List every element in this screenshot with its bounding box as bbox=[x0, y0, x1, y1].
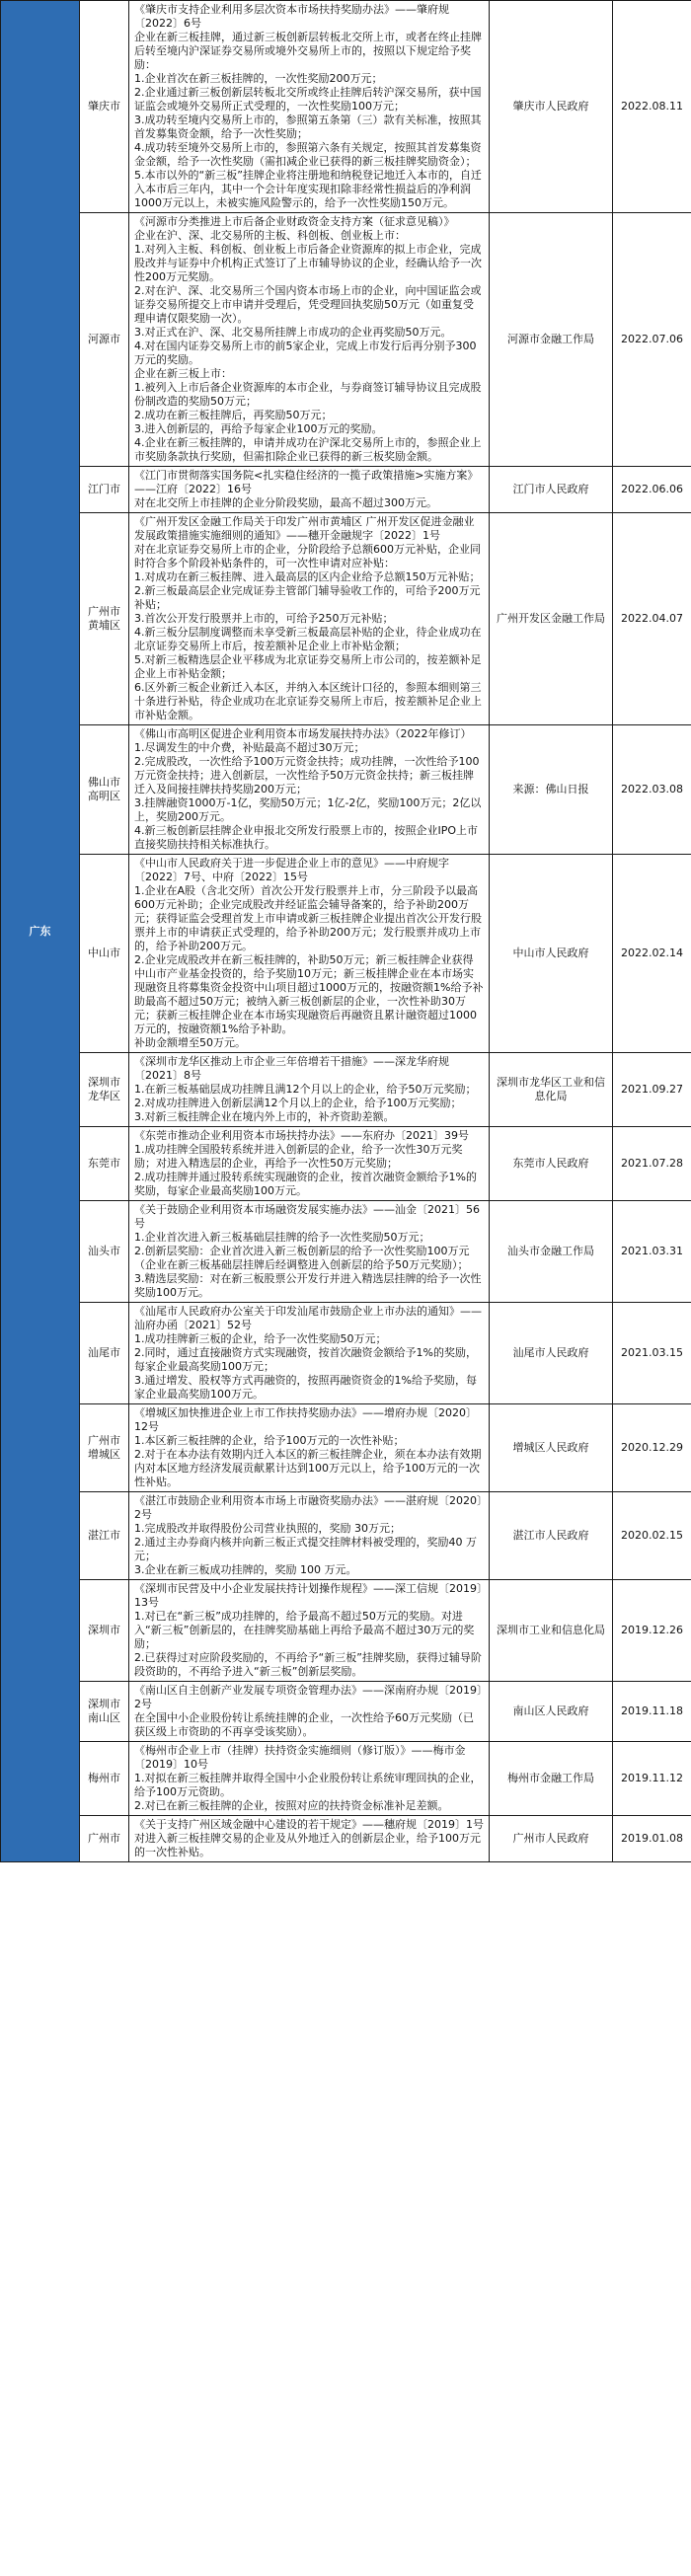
policy-content-cell bbox=[129, 513, 490, 725]
policy-clause: 3.对正式在沪、深、北交易所挂牌上市成功的企业再奖励50万元。 bbox=[134, 326, 452, 339]
policy-clause: 1.在新三板基础层成功挂牌且满12个月以上的企业，给予50万元奖励； bbox=[134, 1083, 477, 1096]
policy-clause: 2.企业通过新三板创新层转板北交所或终止挂牌后转沪深交易所，获中国证监会或境外交易所正式受理的，一次性奖励100万元； bbox=[134, 86, 482, 113]
issuing-agency-cell: 广州市人民政府 bbox=[490, 1816, 613, 1862]
province-cell: 广东 bbox=[1, 1, 80, 1862]
policy-title: 《梅州市企业上市（挂牌）扶持资金实施细则（修订版）》——梅市金〔2019〕10号 bbox=[134, 1744, 466, 1771]
policy-content-cell bbox=[129, 1492, 490, 1580]
policy-clause: 2.对于在本办法有效期内迁入本区的新三板挂牌企业，须在本办法有效期内对本区地方经济发展贡献累计达到100万元以上，给予100万元的一次性补贴。 bbox=[134, 1448, 482, 1488]
policy-clause: 4.成功转至境外交易所上市的，参照第六条有关规定，按照其首发募集资金金额，给予一次性奖励（需扣减企业已获得的新三板挂牌奖励资金）； bbox=[134, 141, 482, 168]
policy-clause: 3.成功转至境内交易所上市的，参照第五条第（三）款有关标准，按照其首发募集资金额，给予一次性奖励； bbox=[134, 114, 482, 140]
policy-clause: 企业在新三板上市： bbox=[134, 367, 232, 380]
table-row bbox=[1, 1201, 691, 1303]
policy-title: 《汕尾市人民政府办公室关于印发汕尾市鼓励企业上市办法的通知》——汕府办函〔2021〕52号 bbox=[134, 1305, 482, 1331]
table-row bbox=[1, 1404, 691, 1492]
policy-content-cell bbox=[129, 1127, 490, 1201]
publish-date-cell: 2022.02.14 bbox=[613, 855, 691, 1053]
policy-clause: 2.创新层奖励：企业首次进入新三板创新层的给予一次性奖励100万元（企业在新三板基础层挂牌后经调整进入创新层的给予50万元奖励）； bbox=[134, 1245, 470, 1271]
issuing-agency-cell: 河源市金融工作局 bbox=[490, 213, 613, 467]
city-cell: 深圳市 bbox=[80, 1580, 129, 1682]
policy-clause: 3.对新三板挂牌企业在境内外上市的，补齐资助差额。 bbox=[134, 1110, 395, 1123]
policy-clause: 对在北交所上市挂牌的企业分阶段奖励，最高不超过300万元。 bbox=[134, 496, 437, 509]
table-row bbox=[1, 1682, 691, 1742]
policy-title: 《江门市贯彻落实国务院<扎实稳住经济的一揽子政策措施>实施方案》——江府〔2022〕16号 bbox=[134, 469, 479, 495]
policy-content-cell bbox=[129, 1404, 490, 1492]
policy-clause: 补助金额增至50万元。 bbox=[134, 1036, 246, 1049]
city-cell: 汕头市 bbox=[80, 1201, 129, 1303]
publish-date-cell: 2022.07.06 bbox=[613, 213, 691, 467]
policy-clause: 2.对成功挂牌进入创新层满12个月以上的企业，给予100万元奖励； bbox=[134, 1097, 462, 1109]
issuing-agency-cell: 汕尾市人民政府 bbox=[490, 1303, 613, 1404]
publish-date-cell: 2021.09.27 bbox=[613, 1053, 691, 1127]
publish-date-cell: 2022.08.11 bbox=[613, 1, 691, 213]
publish-date-cell: 2022.06.06 bbox=[613, 467, 691, 513]
policy-clause: 5.对新三板精选层企业平移成为北京证券交易所上市公司的，按差额补足企业上市补贴金额； bbox=[134, 653, 482, 680]
publish-date-cell: 2019.01.08 bbox=[613, 1816, 691, 1862]
policy-title: 《佛山市高明区促进企业利用资本市场发展扶持办法》（2022年修订） bbox=[134, 727, 472, 740]
city-cell: 广州市增城区 bbox=[80, 1404, 129, 1492]
city-cell: 深圳市龙华区 bbox=[80, 1053, 129, 1127]
issuing-agency-cell: 肇庆市人民政府 bbox=[490, 1, 613, 213]
issuing-agency-cell: 东莞市人民政府 bbox=[490, 1127, 613, 1201]
table-row bbox=[1, 1492, 691, 1580]
issuing-agency-cell: 深圳市工业和信息化局 bbox=[490, 1580, 613, 1682]
publish-date-cell: 2021.03.31 bbox=[613, 1201, 691, 1303]
policy-title: 《关于鼓励企业利用资本市场融资发展实施办法》——汕金〔2021〕56号 bbox=[134, 1203, 480, 1230]
policy-content-cell bbox=[129, 855, 490, 1053]
policy-title: 《河源市分类推进上市后备企业财政资金支持方案（征求意见稿）》 bbox=[134, 215, 455, 228]
city-cell: 广州市黄埔区 bbox=[80, 513, 129, 725]
policy-content-cell bbox=[129, 1201, 490, 1303]
policy-clause: 1.本区新三板挂牌的企业，给予100万元的一次性补贴； bbox=[134, 1434, 405, 1447]
policy-clause: 在全国中小企业股份转让系统挂牌的企业，一次性给予60万元奖励（已获区级上市资助的不再享受该奖励）。 bbox=[134, 1711, 474, 1738]
policy-title: 《中山市人民政府关于进一步促进企业上市的意见》——中府规字〔2022〕7号、中府〔2022〕15号 bbox=[134, 857, 449, 883]
city-cell: 深圳市南山区 bbox=[80, 1682, 129, 1742]
policy-title: 《深圳市龙华区推动上市企业三年倍增若干措施》——深龙华府规〔2021〕8号 bbox=[134, 1055, 449, 1082]
policy-clause: 1.企业首次进入新三板基础层挂牌的给予一次性奖励50万元； bbox=[134, 1231, 430, 1244]
policy-clause: 2.已获得过对应阶段奖励的，不再给予“新三板”挂牌奖励，获得过辅导阶段资助的，不再给予进入“新三板”创新层奖励。 bbox=[134, 1651, 482, 1678]
policy-clause: 1.成功挂牌全国股转系统并进入创新层的企业，给予一次性30万元奖励；对进入精选层的企业，再给予一次性50万元奖励； bbox=[134, 1143, 463, 1170]
policy-clause: 2.对在沪、深、北交易所三个国内资本市场上市的企业，向中国证监会或证券交易所提交上市申请并受理后，凭受理回执奖励50万元（如重复受理申请仅限奖励一次）。 bbox=[134, 284, 482, 325]
policy-clause: 1.完成股改并取得股份公司营业执照的，奖励 30万元； bbox=[134, 1522, 401, 1535]
table-row bbox=[1, 1053, 691, 1127]
policy-clause: 2.完成股改，一次性给予100万元资金扶持；成功挂牌，一次性给予100万元资金扶持；进入创新层，一次性给予50万元资金扶持；新三板挂牌迁入及间接挂牌扶持奖励200万元； bbox=[134, 755, 480, 796]
table-row bbox=[1, 1, 691, 213]
issuing-agency-cell: 深圳市龙华区工业和信息化局 bbox=[490, 1053, 613, 1127]
policy-clause: 3.企业在新三板成功挂牌的，奖励 100 万元。 bbox=[134, 1563, 357, 1576]
policy-content-cell bbox=[129, 1816, 490, 1862]
policy-clause: 3.首次公开发行股票并上市的，可给予250万元补贴； bbox=[134, 612, 394, 625]
policy-clause: 2.成功挂牌并通过股转系统实现融资的企业，按首次融资金额给予1%的奖励，每家企业最高奖励100万元。 bbox=[134, 1171, 477, 1197]
city-cell: 佛山市高明区 bbox=[80, 725, 129, 855]
table-row bbox=[1, 1127, 691, 1201]
city-cell: 东莞市 bbox=[80, 1127, 129, 1201]
table-row bbox=[1, 1580, 691, 1682]
policy-content-cell bbox=[129, 725, 490, 855]
policy-clause: 3.通过增发、股权等方式再融资的，按照再融资资金的1%给予奖励，每家企业最高奖励100万元。 bbox=[134, 1374, 477, 1401]
policy-content-cell bbox=[129, 1580, 490, 1682]
policy-title: 《关于支持广州区域金融中心建设的若干规定》——穗府规〔2019〕1号 bbox=[134, 1818, 484, 1831]
policy-clause: 4.新三板创新层挂牌企业申报北交所发行股票上市的，按照企业IPO上市直接奖励扶持相关标准执行。 bbox=[134, 824, 479, 851]
city-cell: 江门市 bbox=[80, 467, 129, 513]
city-cell: 肇庆市 bbox=[80, 1, 129, 213]
policy-clause: 2.企业完成股改并在新三板挂牌的，补助50万元；新三板挂牌企业获得中山市产业基金投资的，给予奖励10万元；新三板挂牌企业在本市场实现融资且将募集资金投资中山项目超过1000万元的，按融资额1%给予补助最高不超过50万元；被纳入新三板创新层的企业，一次性补助30万元；获新三板挂牌企业在本市场实现融资后再融资且累计融资超过1000万元的，按融资额1%给予补助。 bbox=[134, 953, 484, 1035]
policy-clause: 2.新三板最高层企业完成证券主管部门辅导验收工作的，可给予200万元补贴； bbox=[134, 584, 481, 611]
city-cell: 广州市 bbox=[80, 1816, 129, 1862]
table-row bbox=[1, 855, 691, 1053]
publish-date-cell: 2022.03.08 bbox=[613, 725, 691, 855]
policy-clause: 1.企业首次在新三板挂牌的，一次性奖励200万元； bbox=[134, 72, 383, 85]
policy-clause: 1.企业在A股（含北交所）首次公开发行股票并上市，分三阶段予以最高600万元补助；企业完成股改并经证监会辅导备案的，给予补助200万元；获得证监会受理首发上市申请或新三板挂牌企业提出首次公开发行股票并上市的申请获正式受理的，给予补助200万元；发行股票并成功上市的，给予补助200万元。 bbox=[134, 884, 482, 952]
publish-date-cell: 2019.12.26 bbox=[613, 1580, 691, 1682]
policy-title: 《南山区自主创新产业发展专项资金管理办法》——深南府办规〔2019〕2号 bbox=[134, 1684, 483, 1710]
issuing-agency-cell: 江门市人民政府 bbox=[490, 467, 613, 513]
policy-clause: 3.进入创新层的，再给予每家企业100万元的奖励。 bbox=[134, 422, 383, 435]
policy-title: 《深圳市民营及中小企业发展扶持计划操作规程》——深工信规〔2019〕13号 bbox=[134, 1582, 483, 1609]
city-cell: 汕尾市 bbox=[80, 1303, 129, 1404]
issuing-agency-cell: 广州开发区金融工作局 bbox=[490, 513, 613, 725]
policy-title: 《增城区加快推进企业上市工作扶持奖励办法》——增府办规〔2020〕12号 bbox=[134, 1406, 477, 1433]
policy-clause: 2.成功在新三板挂牌后，再奖励50万元； bbox=[134, 409, 333, 421]
city-cell: 中山市 bbox=[80, 855, 129, 1053]
table-row bbox=[1, 725, 691, 855]
policy-clause: 1.对已在“新三板”成功挂牌的，给予最高不超过50万元的奖励。对进入“新三板”创新层的，在挂牌奖励基础上再给予最高不超过30万元的奖励； bbox=[134, 1610, 475, 1650]
policy-content-cell bbox=[129, 1053, 490, 1127]
policy-clause: 1.被列入上市后备企业资源库的本市企业，与券商签订辅导协议且完成股份制改造的奖励50万元； bbox=[134, 381, 482, 408]
policy-clause: 企业在沪、深、北交易所的主板、科创板、创业板上市： bbox=[134, 229, 406, 242]
issuing-agency-cell: 南山区人民政府 bbox=[490, 1682, 613, 1742]
table-row bbox=[1, 1303, 691, 1404]
policy-clause: 对进入新三板挂牌交易的企业及从外地迁入的创新层企业，给予100万元的一次性补贴。 bbox=[134, 1832, 481, 1858]
policy-clause: 3.精选层奖励：对在新三板股票公开发行并进入精选层挂牌的给予一次性奖励100万元。 bbox=[134, 1272, 482, 1299]
policy-title: 《广州开发区金融工作局关于印发广州市黄埔区 广州开发区促进金融业发展政策措施实施细则的通知》——穗开金融规字〔2022〕1号 bbox=[134, 515, 475, 542]
policy-clause: 4.新三板分层制度调整而未享受新三板最高层补贴的企业，待企业成功在北京证券交易所上市后，按差额补足企业上市补贴金额； bbox=[134, 626, 482, 652]
publish-date-cell: 2019.11.12 bbox=[613, 1742, 691, 1816]
policy-clause: 2.同时，通过直接融资方式实现融资，按首次融资金额给予1%的奖励，每家企业最高奖励100万元； bbox=[134, 1346, 477, 1373]
policy-clause: 4.对在国内证券交易所上市的前5家企业，完成上市发行后再分别予300万元的奖励。 bbox=[134, 340, 477, 366]
city-cell: 河源市 bbox=[80, 213, 129, 467]
table-row bbox=[1, 467, 691, 513]
table-row bbox=[1, 1816, 691, 1862]
policy-content-cell bbox=[129, 1303, 490, 1404]
policy-content-cell bbox=[129, 1742, 490, 1816]
policy-clause: 1.对成功在新三板挂牌、进入最高层的区内企业给予总额150万元补贴； bbox=[134, 570, 481, 583]
policy-clause: 4.企业在新三板挂牌的，申请并成功在沪深北交易所上市的，参照企业上市奖励条款执行奖励，但需扣除企业已获得的新三板奖励金额。 bbox=[134, 436, 482, 463]
publish-date-cell: 2019.11.18 bbox=[613, 1682, 691, 1742]
table-row bbox=[1, 213, 691, 467]
policy-clause: 1.对拟在新三板挂牌并取得全国中小企业股份转让系统审理回执的企业，给予100万元资助。 bbox=[134, 1772, 482, 1798]
policy-content-cell bbox=[129, 1, 490, 213]
policy-clause: 5.本市以外的“新三板”挂牌企业将注册地和纳税登记地迁入本市的，自迁入本市后三年内，其中一个会计年度实现扣除非经常性损益后的净利润1000万元以上，未被实施风险警示的，给予一次性奖励150万元。 bbox=[134, 169, 482, 209]
policy-clause: 2.对已在新三板挂牌的企业，按照对应的扶持资金标准补足差额。 bbox=[134, 1799, 449, 1812]
policy-content-cell bbox=[129, 467, 490, 513]
publish-date-cell: 2021.03.15 bbox=[613, 1303, 691, 1404]
policy-title: 《湛江市鼓励企业利用资本市场上市融资奖励办法》——湛府规〔2020〕2号 bbox=[134, 1494, 483, 1521]
issuing-agency-cell: 增城区人民政府 bbox=[490, 1404, 613, 1492]
city-cell: 湛江市 bbox=[80, 1492, 129, 1580]
publish-date-cell: 2021.07.28 bbox=[613, 1127, 691, 1201]
issuing-agency-cell: 汕头市金融工作局 bbox=[490, 1201, 613, 1303]
policy-clause: 1.成功挂牌新三板的企业，给予一次性奖励50万元； bbox=[134, 1332, 387, 1345]
policy-clause: 6.区外新三板企业新迁入本区，并纳入本区统计口径的，参照本细则第三十条进行补贴，待企业成功在北京证券交易所上市后，按差额补足企业上市补贴金额。 bbox=[134, 681, 482, 721]
policy-content-cell bbox=[129, 213, 490, 467]
policy-table-body bbox=[1, 1, 691, 1862]
policy-clause: 3.挂牌融资1000万-1亿，奖励50万元；1亿-2亿，奖励100万元；2亿以上，奖励200万元。 bbox=[134, 796, 482, 823]
publish-date-cell: 2022.04.07 bbox=[613, 513, 691, 725]
policy-title: 《肇庆市支持企业利用多层次资本市场扶持奖励办法》——肇府规〔2022〕6号 bbox=[134, 3, 449, 30]
issuing-agency-cell: 来源：佛山日报 bbox=[490, 725, 613, 855]
policy-clause: 企业在新三板挂牌，通过新三板创新层转板北交所上市，或者在终止挂牌后转至境内沪深证券交易所或境外交易所上市的，按照以下规定给予奖励： bbox=[134, 31, 482, 71]
policy-clause: 2.通过主办券商内核并向新三板正式提交挂牌材料被受理的，奖励40 万元； bbox=[134, 1536, 477, 1562]
table-row bbox=[1, 1742, 691, 1816]
issuing-agency-cell: 中山市人民政府 bbox=[490, 855, 613, 1053]
policy-title: 《东莞市推动企业利用资本市场扶持办法》——东府办〔2021〕39号 bbox=[134, 1129, 469, 1142]
policy-clause: 1.尽调发生的中介费，补贴最高不超过30万元； bbox=[134, 741, 365, 754]
policy-clause: 对在北京证券交易所上市的企业，分阶段给予总额600万元补贴，企业同时符合多个阶段补贴条件的，可一次性申请对应补贴： bbox=[134, 543, 481, 569]
policy-content-cell bbox=[129, 1682, 490, 1742]
table-row bbox=[1, 513, 691, 725]
publish-date-cell: 2020.12.29 bbox=[613, 1404, 691, 1492]
issuing-agency-cell: 梅州市金融工作局 bbox=[490, 1742, 613, 1816]
policy-clause: 1.对列入主板、科创板、创业板上市后备企业资源库的拟上市企业，完成股改并与证券中介机构正式签订了上市辅导协议的企业，经确认给予一次性200万元奖励。 bbox=[134, 243, 482, 283]
city-cell: 梅州市 bbox=[80, 1742, 129, 1816]
publish-date-cell: 2020.02.15 bbox=[613, 1492, 691, 1580]
issuing-agency-cell: 湛江市人民政府 bbox=[490, 1492, 613, 1580]
